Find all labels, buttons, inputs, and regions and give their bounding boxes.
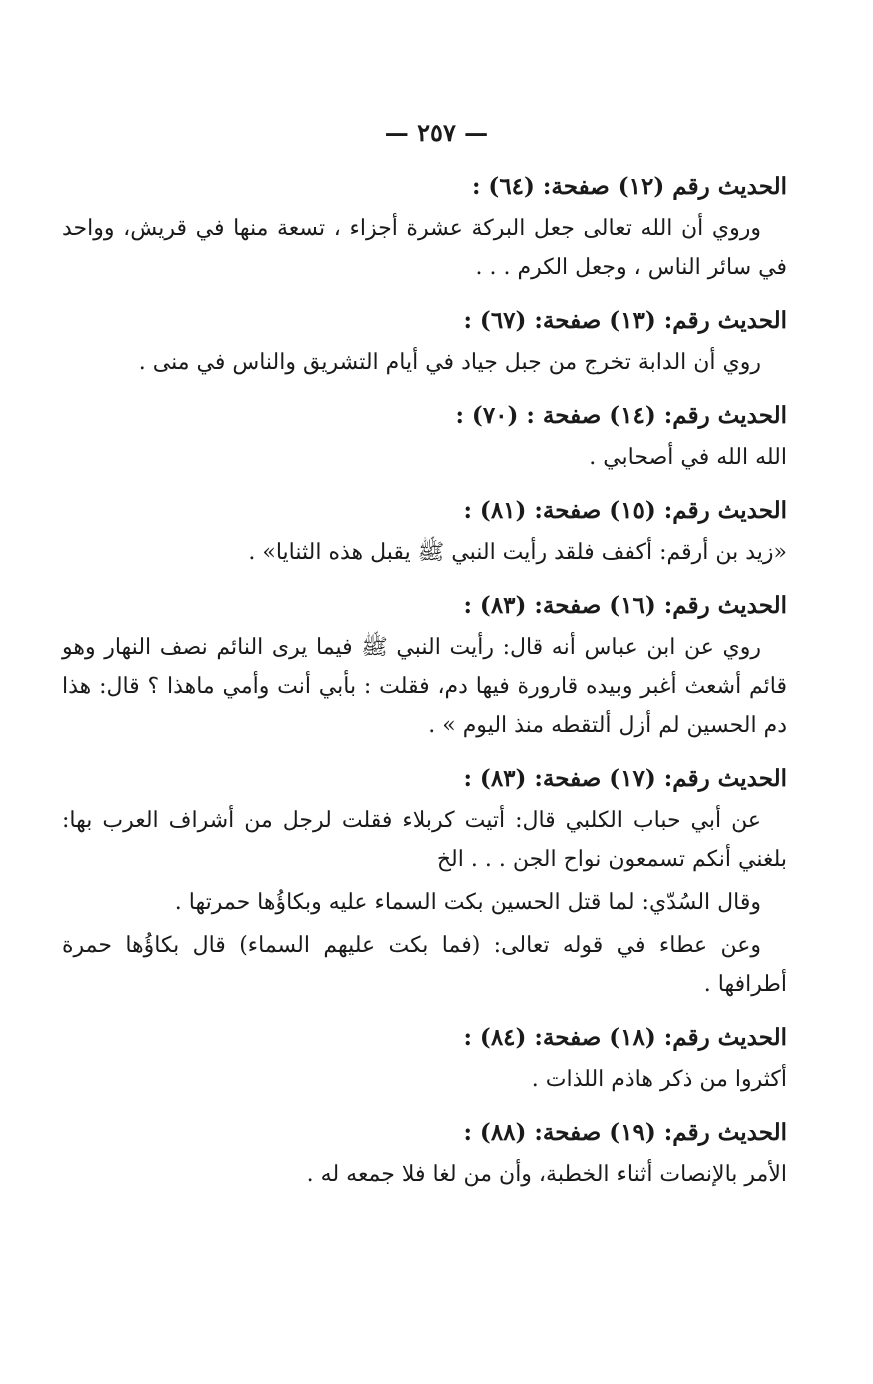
hadith-text: روي عن ابن عباس أنه قال: رأيت النبي ﷺ فيما يرى النائم نصف النهار وهو قائم أشعث أغبر وبيده قارورة فيها دم، فقلت : بأبي أنت وأمي ماهذا ؟ قال: هذا دم الحسين لم أزل ألتقطه منذ اليوم » . bbox=[62, 635, 787, 738]
hadith-heading: الحديث رقم: (١٧) صفحة: (٨٣) : bbox=[463, 765, 787, 792]
hadith-text: عن أبي حباب الكلبي قال: أتيت كربلاء فقلت لرجل من أشراف العرب بها: بلغني أنكم تسمعون نواح الجن . . . الخ bbox=[62, 808, 787, 872]
hadith-heading: الحديث رقم: (١٦) صفحة: (٨٣) : bbox=[463, 592, 787, 619]
hadith-section-18 bbox=[62, 1016, 787, 1099]
hadith-heading: الحديث رقم (١٢) صفحة: (٦٤) : bbox=[471, 173, 787, 200]
hadith-heading: الحديث رقم: (١٩) صفحة: (٨٨) : bbox=[463, 1119, 787, 1146]
hadith-section-19 bbox=[62, 1111, 787, 1194]
page-number: — ٢٥٧ — bbox=[384, 118, 489, 147]
hadith-section-13 bbox=[62, 299, 787, 382]
hadith-text: الله الله في أصحابي . bbox=[589, 445, 787, 470]
page-content bbox=[62, 165, 787, 1206]
hadith-text: وعن عطاء في قوله تعالى: (فما بكت عليهم السماء) قال بكاؤُها حمرة أطرافها . bbox=[62, 933, 787, 997]
hadith-heading: الحديث رقم: (١٨) صفحة: (٨٤) : bbox=[463, 1024, 787, 1051]
hadith-text: «زيد بن أرقم: أكفف فلقد رأيت النبي ﷺ يقبل هذه الثنايا» . bbox=[248, 540, 787, 565]
hadith-heading: الحديث رقم: (١٤) صفحة : (٧٠) : bbox=[455, 402, 787, 429]
hadith-heading: الحديث رقم: (١٣) صفحة: (٦٧) : bbox=[463, 307, 787, 334]
hadith-text: وروي أن الله تعالى جعل البركة عشرة أجزاء ، تسعة منها في قريش، وواحد في سائر الناس ، وجعل الكرم . . . bbox=[62, 216, 787, 280]
hadith-text: أكثروا من ذكر هاذم اللذات . bbox=[531, 1067, 787, 1092]
hadith-section-16 bbox=[62, 584, 787, 745]
hadith-section-12 bbox=[62, 165, 787, 287]
hadith-section-15 bbox=[62, 489, 787, 572]
hadith-text: وقال السُدّي: لما قتل الحسين بكت السماء عليه وبكاؤُها حمرتها . bbox=[174, 890, 761, 915]
hadith-text: الأمر بالإنصات أثناء الخطبة، وأن من لغا فلا جمعه له . bbox=[306, 1162, 787, 1187]
hadith-section-17 bbox=[62, 757, 787, 1004]
hadith-text: روي أن الدابة تخرج من جبل جياد في أيام التشريق والناس في منى . bbox=[138, 350, 761, 375]
hadith-heading: الحديث رقم: (١٥) صفحة: (٨١) : bbox=[463, 497, 787, 524]
hadith-section-14 bbox=[62, 394, 787, 477]
